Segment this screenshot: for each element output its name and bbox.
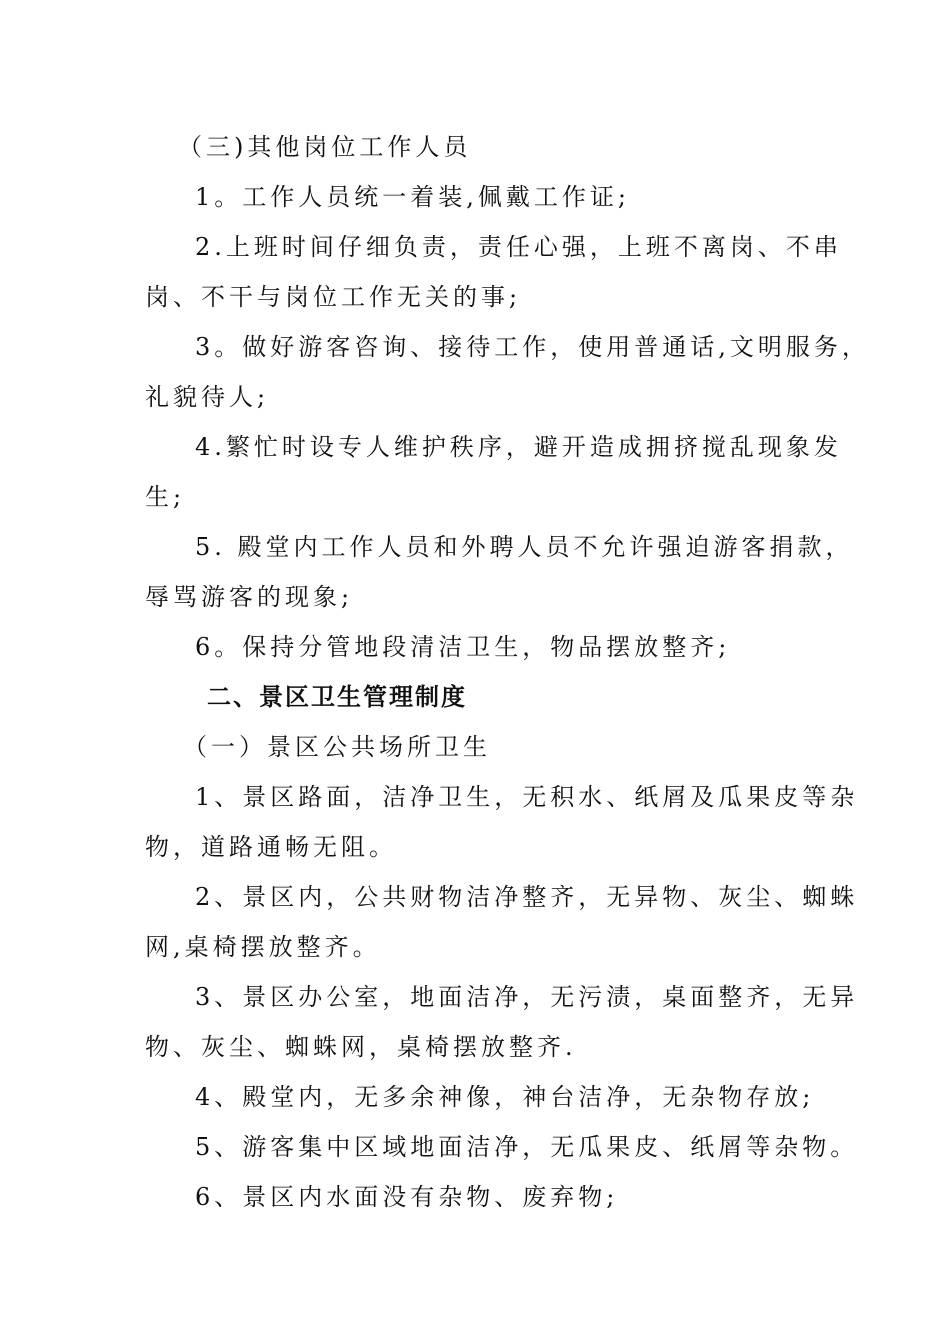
duty-item-line-2: 辱骂游客的现象;	[145, 583, 354, 611]
section-three-title: （三)其他岗位工作人员	[178, 133, 472, 161]
duty-item-line-1: 2.上班时间仔细负责，责任心强，上班不离岗、不串	[195, 233, 842, 261]
duty-item-line-1: 4.繁忙时设专人维护秩序，避开造成拥挤搅乱现象发	[195, 433, 842, 461]
subheading-one: （一）景区公共场所卫生	[183, 733, 491, 761]
hygiene-item-line-1: 3、景区办公室，地面洁净，无污渍，桌面整齐，无异	[195, 983, 859, 1011]
hygiene-item-line-2: 物，道路通畅无阻。	[145, 833, 397, 861]
duty-item-line-1: 5. 殿堂内工作人员和外聘人员不允许强迫游客捐款，	[195, 533, 854, 561]
hygiene-item-line-1: 5、游客集中区域地面洁净，无瓜果皮、纸屑等杂物。	[195, 1133, 859, 1161]
duty-item-line-1: 3。做好游客咨询、接待工作，使用普通话,文明服务，	[195, 333, 870, 361]
hygiene-item-line-1: 6、景区内水面没有杂物、废弃物;	[195, 1183, 619, 1211]
duty-item	[145, 180, 810, 214]
hygiene-item	[145, 880, 859, 964]
duty-item	[145, 330, 870, 414]
hygiene-item	[145, 980, 859, 1064]
duty-list	[145, 180, 870, 664]
hygiene-item-line-2: 物、灰尘、蜘蛛网，桌椅摆放整齐.	[145, 1033, 577, 1061]
hygiene-item-line-1: 4、殿堂内，无多余神像，神台洁净，无杂物存放;	[195, 1083, 815, 1111]
hygiene-item	[145, 1130, 859, 1164]
duty-item-line-1: 1。工作人员统一着装,佩戴工作证;	[195, 183, 630, 211]
duty-item	[145, 530, 854, 614]
hygiene-item-line-1: 2、景区内，公共财物洁净整齐，无异物、灰尘、蜘蛛	[195, 883, 859, 911]
duty-item-line-1: 6。保持分管地段清洁卫生，物品摆放整齐;	[195, 633, 731, 661]
hygiene-item	[145, 1180, 810, 1214]
hygiene-item	[145, 780, 859, 864]
section-heading-two: 二、景区卫生管理制度	[207, 683, 467, 711]
duty-item	[145, 630, 810, 664]
duty-item-line-2: 礼貌待人;	[145, 383, 270, 411]
duty-item-line-2: 岗、不干与岗位工作无关的事;	[145, 283, 522, 311]
hygiene-item-line-2: 网,桌椅摆放整齐。	[145, 933, 381, 961]
duty-item	[145, 230, 842, 314]
duty-item	[145, 430, 842, 514]
hygiene-item-line-1: 1、景区路面，洁净卫生，无积水、纸屑及瓜果皮等杂	[195, 783, 859, 811]
duty-item-line-2: 生;	[145, 483, 186, 511]
hygiene-item	[145, 1080, 815, 1114]
hygiene-list	[145, 780, 859, 1214]
